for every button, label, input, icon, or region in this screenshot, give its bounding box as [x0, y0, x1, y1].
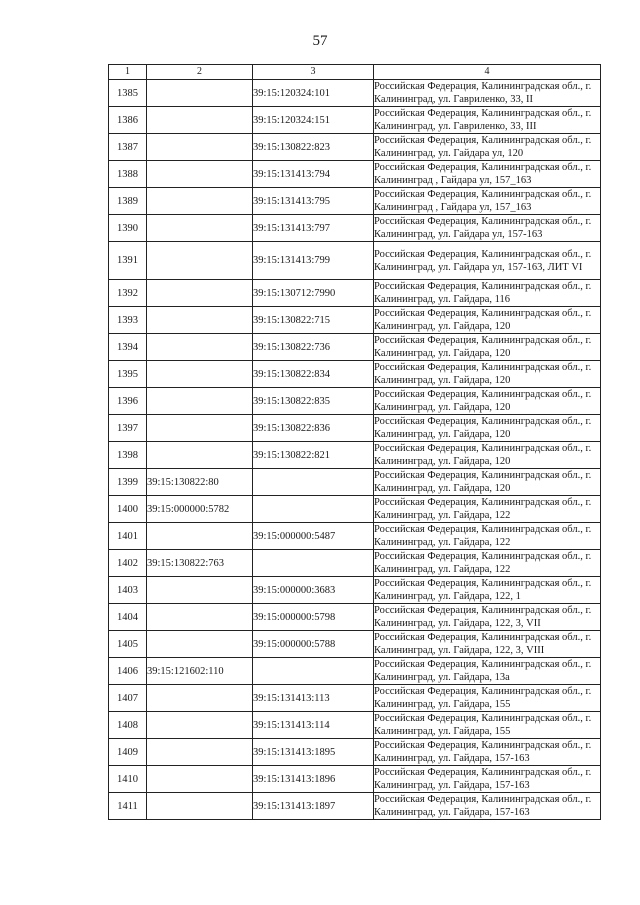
cadastral-number-cell: 39:15:130822:823: [253, 134, 374, 161]
row-number-cell: 1394: [109, 334, 147, 361]
table-row: [109, 469, 601, 496]
parent-cadastral-cell: [147, 388, 253, 415]
table-row: [109, 658, 601, 685]
table-row: [109, 215, 601, 242]
cadastral-number-cell: 39:15:131413:795: [253, 188, 374, 215]
row-number-cell: 1402: [109, 550, 147, 577]
table-row: [109, 712, 601, 739]
parent-cadastral-cell: [147, 80, 253, 107]
row-number-cell: 1388: [109, 161, 147, 188]
address-cell: Российская Федерация, Калининградская обл., г. Калининград, ул. Гайдара, 157-163: [374, 766, 601, 793]
column-header-1: 1: [109, 65, 147, 80]
row-number-cell: 1397: [109, 415, 147, 442]
cadastral-number-cell: 39:15:131413:113: [253, 685, 374, 712]
address-cell: Российская Федерация, Калининградская обл., г. Калининград, ул. Гайдара, 155: [374, 712, 601, 739]
address-cell: Российская Федерация, Калининградская обл., г. Калининград, ул. Гайдара ул, 157-163, ЛИТ VI: [374, 242, 601, 280]
cadastral-number-cell: 39:15:131413:1897: [253, 793, 374, 820]
parent-cadastral-cell: [147, 361, 253, 388]
parent-cadastral-cell: [147, 685, 253, 712]
parent-cadastral-cell: [147, 161, 253, 188]
column-header-2: 2: [147, 65, 253, 80]
parent-cadastral-cell: 39:15:130822:80: [147, 469, 253, 496]
parent-cadastral-cell: [147, 415, 253, 442]
address-cell: Российская Федерация, Калининградская обл., г. Калининград , Гайдара ул, 157_163: [374, 161, 601, 188]
address-cell: Российская Федерация, Калининградская обл., г. Калининград, ул. Гайдара, 122, 3, VII: [374, 604, 601, 631]
row-number-cell: 1387: [109, 134, 147, 161]
table-row: [109, 307, 601, 334]
table-row: [109, 361, 601, 388]
table-row: [109, 685, 601, 712]
table-row: [109, 107, 601, 134]
row-number-cell: 1395: [109, 361, 147, 388]
row-number-cell: 1389: [109, 188, 147, 215]
cadastral-number-cell: 39:15:120324:151: [253, 107, 374, 134]
parent-cadastral-cell: [147, 334, 253, 361]
column-header-3: 3: [253, 65, 374, 80]
table-row: [109, 577, 601, 604]
parent-cadastral-cell: [147, 712, 253, 739]
row-number-cell: 1390: [109, 215, 147, 242]
cadastral-number-cell: 39:15:130822:715: [253, 307, 374, 334]
row-number-cell: 1406: [109, 658, 147, 685]
parent-cadastral-cell: 39:15:121602:110: [147, 658, 253, 685]
parent-cadastral-cell: [147, 134, 253, 161]
row-number-cell: 1410: [109, 766, 147, 793]
table-row: [109, 242, 601, 280]
address-cell: Российская Федерация, Калининградская обл., г. Калининград, ул. Гайдара, 120: [374, 361, 601, 388]
cadastral-number-cell: 39:15:131413:794: [253, 161, 374, 188]
row-number-cell: 1393: [109, 307, 147, 334]
address-cell: Российская Федерация, Калининградская обл., г. Калининград, ул. Гайдара ул, 120: [374, 134, 601, 161]
row-number-cell: 1399: [109, 469, 147, 496]
parent-cadastral-cell: [147, 442, 253, 469]
address-cell: Российская Федерация, Калининградская обл., г. Калининград, ул. Гайдара, 120: [374, 388, 601, 415]
page-number: 57: [312, 33, 328, 49]
address-cell: Российская Федерация, Калининградская обл., г. Калининград, ул. Гайдара, 122: [374, 523, 601, 550]
parent-cadastral-cell: [147, 523, 253, 550]
cadastral-number-cell: 39:15:130712:7990: [253, 280, 374, 307]
address-cell: Российская Федерация, Калининградская обл., г. Калининград, ул. Гавриленко, 33, II: [374, 80, 601, 107]
cadastral-number-cell: [253, 469, 374, 496]
parent-cadastral-cell: [147, 107, 253, 134]
row-number-cell: 1391: [109, 242, 147, 280]
cadastral-number-cell: 39:15:130822:835: [253, 388, 374, 415]
address-cell: Российская Федерация, Калининградская обл., г. Калининград , Гайдара ул, 157_163: [374, 188, 601, 215]
address-cell: Российская Федерация, Калининградская обл., г. Калининград, ул. Гайдара, 155: [374, 685, 601, 712]
address-cell: Российская Федерация, Калининградская обл., г. Калининград, ул. Гайдара, 120: [374, 415, 601, 442]
row-number-cell: 1386: [109, 107, 147, 134]
address-cell: Российская Федерация, Калининградская обл., г. Калининград, ул. Гайдара ул, 157-163: [374, 215, 601, 242]
parent-cadastral-cell: [147, 766, 253, 793]
address-cell: Российская Федерация, Калининградская обл., г. Калининград, ул. Гайдара, 157-163: [374, 793, 601, 820]
cadastral-number-cell: [253, 550, 374, 577]
row-number-cell: 1392: [109, 280, 147, 307]
address-cell: Российская Федерация, Калининградская обл., г. Калининград, ул. Гайдара, 122: [374, 550, 601, 577]
parent-cadastral-cell: 39:15:000000:5782: [147, 496, 253, 523]
cadastral-number-cell: 39:15:131413:799: [253, 242, 374, 280]
row-number-cell: 1400: [109, 496, 147, 523]
parent-cadastral-cell: [147, 188, 253, 215]
cadastral-number-cell: 39:15:120324:101: [253, 80, 374, 107]
row-number-cell: 1403: [109, 577, 147, 604]
row-number-cell: 1404: [109, 604, 147, 631]
parent-cadastral-cell: [147, 604, 253, 631]
cadastral-number-cell: 39:15:131413:114: [253, 712, 374, 739]
parent-cadastral-cell: [147, 242, 253, 280]
address-cell: Российская Федерация, Калининградская обл., г. Калининград, ул. Гайдара, 122: [374, 496, 601, 523]
table-row: [109, 550, 601, 577]
table-row: [109, 442, 601, 469]
table-row: [109, 334, 601, 361]
address-cell: Российская Федерация, Калининградская обл., г. Калининград, ул. Гайдара, 13а: [374, 658, 601, 685]
cadastral-number-cell: 39:15:130822:836: [253, 415, 374, 442]
cadastral-number-cell: 39:15:000000:5487: [253, 523, 374, 550]
row-number-cell: 1396: [109, 388, 147, 415]
table-row: [109, 523, 601, 550]
cadastral-number-cell: [253, 496, 374, 523]
table-header-row: [109, 65, 601, 80]
parent-cadastral-cell: [147, 793, 253, 820]
address-cell: Российская Федерация, Калининградская обл., г. Калининград, ул. Гайдара, 120: [374, 307, 601, 334]
cadastral-number-cell: [253, 658, 374, 685]
cadastral-number-cell: 39:15:000000:3683: [253, 577, 374, 604]
address-cell: Российская Федерация, Калининградская обл., г. Калининград, ул. Гайдара, 122, 1: [374, 577, 601, 604]
cadastral-number-cell: 39:15:000000:5788: [253, 631, 374, 658]
row-number-cell: 1401: [109, 523, 147, 550]
address-cell: Российская Федерация, Калининградская обл., г. Калининград, ул. Гайдара, 120: [374, 469, 601, 496]
column-header-4: 4: [374, 65, 601, 80]
table-row: [109, 280, 601, 307]
cadastral-number-cell: 39:15:130822:834: [253, 361, 374, 388]
row-number-cell: 1407: [109, 685, 147, 712]
row-number-cell: 1408: [109, 712, 147, 739]
cadastral-number-cell: 39:15:000000:5798: [253, 604, 374, 631]
row-number-cell: 1405: [109, 631, 147, 658]
parent-cadastral-cell: [147, 577, 253, 604]
cadastral-number-cell: 39:15:131413:1895: [253, 739, 374, 766]
table-row: [109, 496, 601, 523]
parent-cadastral-cell: [147, 739, 253, 766]
row-number-cell: 1411: [109, 793, 147, 820]
parent-cadastral-cell: [147, 280, 253, 307]
row-number-cell: 1385: [109, 80, 147, 107]
table-row: [109, 793, 601, 820]
table-row: [109, 739, 601, 766]
table-row: [109, 604, 601, 631]
cadastral-number-cell: 39:15:131413:1896: [253, 766, 374, 793]
table-row: [109, 766, 601, 793]
table-row: [109, 134, 601, 161]
address-cell: Российская Федерация, Калининградская обл., г. Калининград, ул. Гавриленко, 33, III: [374, 107, 601, 134]
row-number-cell: 1409: [109, 739, 147, 766]
cadastral-number-cell: 39:15:130822:821: [253, 442, 374, 469]
table-row: [109, 388, 601, 415]
row-number-cell: 1398: [109, 442, 147, 469]
address-cell: Российская Федерация, Калининградская обл., г. Калининград, ул. Гайдара, 116: [374, 280, 601, 307]
cadastral-number-cell: 39:15:131413:797: [253, 215, 374, 242]
table-row: [109, 631, 601, 658]
table-row: [109, 161, 601, 188]
registry-table: [108, 64, 601, 820]
table-row: [109, 415, 601, 442]
table-body: [109, 80, 601, 820]
address-cell: Российская Федерация, Калининградская обл., г. Калининград, ул. Гайдара, 120: [374, 442, 601, 469]
address-cell: Российская Федерация, Калининградская обл., г. Калининград, ул. Гайдара, 157-163: [374, 739, 601, 766]
table-row: [109, 80, 601, 107]
address-cell: Российская Федерация, Калининградская обл., г. Калининград, ул. Гайдара, 122, 3, VIII: [374, 631, 601, 658]
parent-cadastral-cell: [147, 215, 253, 242]
parent-cadastral-cell: [147, 631, 253, 658]
parent-cadastral-cell: [147, 307, 253, 334]
parent-cadastral-cell: 39:15:130822:763: [147, 550, 253, 577]
table-row: [109, 188, 601, 215]
address-cell: Российская Федерация, Калининградская обл., г. Калининград, ул. Гайдара, 120: [374, 334, 601, 361]
cadastral-number-cell: 39:15:130822:736: [253, 334, 374, 361]
